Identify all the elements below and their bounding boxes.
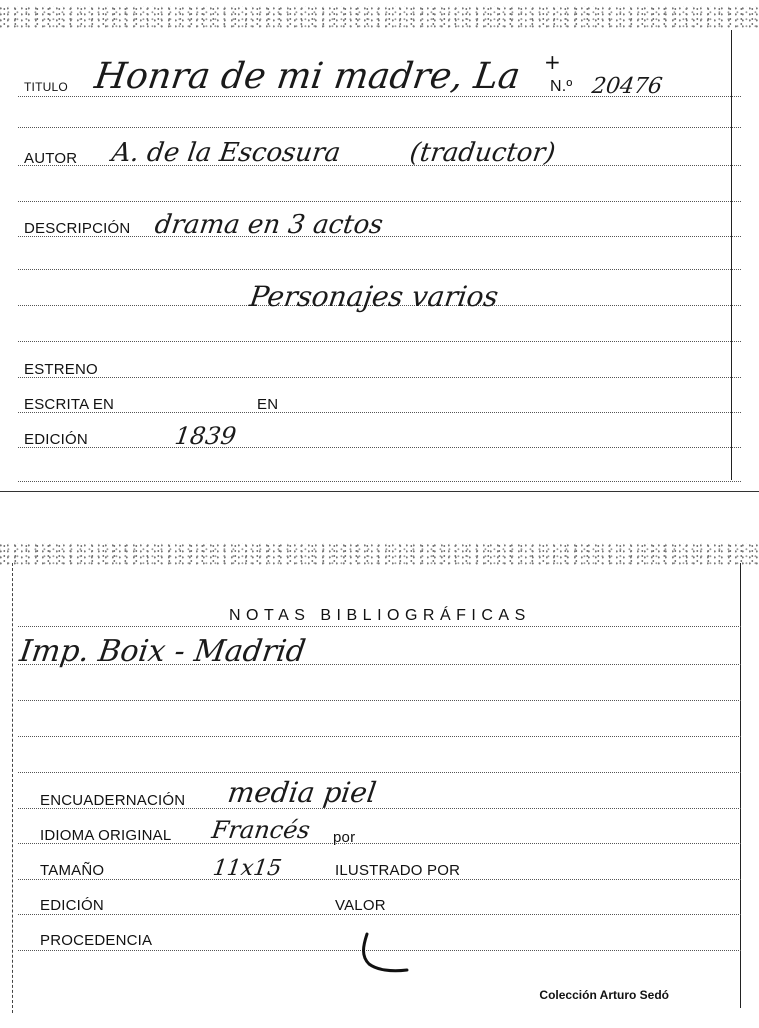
ruled-line	[18, 412, 741, 413]
autor-note: (traductor)	[407, 138, 558, 168]
procedencia-label: PROCEDENCIA	[40, 932, 153, 949]
card-top-edge	[0, 543, 759, 565]
ruled-line	[18, 377, 741, 378]
ruled-line	[18, 626, 741, 627]
escrita-label: ESCRITA EN	[24, 396, 115, 413]
ruled-line	[18, 914, 741, 915]
autor-label: AUTOR	[24, 150, 78, 167]
tamano-value: 11x15	[211, 856, 284, 881]
ruled-line	[18, 447, 741, 448]
notas-value: Imp. Boix - Madrid	[17, 634, 308, 669]
collection-footer: Colección Arturo Sedó	[539, 988, 669, 1002]
ruled-line	[18, 341, 741, 342]
idioma-value: Francés	[210, 816, 312, 844]
card-left-border	[12, 563, 13, 1013]
tamano-label: TAMAÑO	[40, 862, 105, 879]
ruled-line	[18, 879, 741, 880]
ruled-line	[18, 700, 741, 701]
titulo-value: Honra de mi madre, La	[92, 56, 523, 97]
ruled-line	[18, 127, 741, 128]
card-right-border	[740, 563, 741, 1008]
card-top-edge	[0, 6, 759, 28]
encuadernacion-value: media piel	[225, 776, 379, 809]
edicion-label: EDICIÓN	[24, 431, 88, 448]
card-divider	[0, 491, 759, 492]
idioma-label: IDIOMA ORIGINAL	[40, 827, 172, 844]
edicion-value: 1839	[173, 422, 239, 450]
personajes-value: Personajes varios	[247, 280, 501, 313]
en-label: EN	[257, 396, 279, 413]
numero-label: N.º	[550, 78, 573, 95]
notas-heading: NOTAS BIBLIOGRÁFICAS	[229, 607, 531, 624]
ruled-line	[18, 269, 741, 270]
encuadernacion-label: ENCUADERNACIÓN	[40, 792, 186, 809]
pen-stroke-mark	[355, 930, 415, 976]
autor-value: A. de la Escosura	[109, 138, 343, 168]
descripcion-value: drama en 3 actos	[152, 210, 385, 240]
ruled-line	[18, 481, 741, 482]
ruled-line	[18, 201, 741, 202]
edicion-label-back: EDICIÓN	[40, 897, 104, 914]
valor-label: VALOR	[335, 897, 386, 914]
descripcion-label: DESCRIPCIÓN	[24, 220, 131, 237]
titulo-label: TITULO	[24, 80, 68, 94]
cross-mark: +	[544, 50, 561, 74]
ilustrado-label: ILUSTRADO POR	[335, 862, 461, 879]
ruled-line	[18, 772, 741, 773]
estreno-label: ESTRENO	[24, 361, 98, 378]
ruled-line	[18, 736, 741, 737]
catalog-card-front	[0, 0, 759, 492]
por-label: por	[333, 829, 356, 846]
numero-value: 20476	[590, 74, 664, 99]
